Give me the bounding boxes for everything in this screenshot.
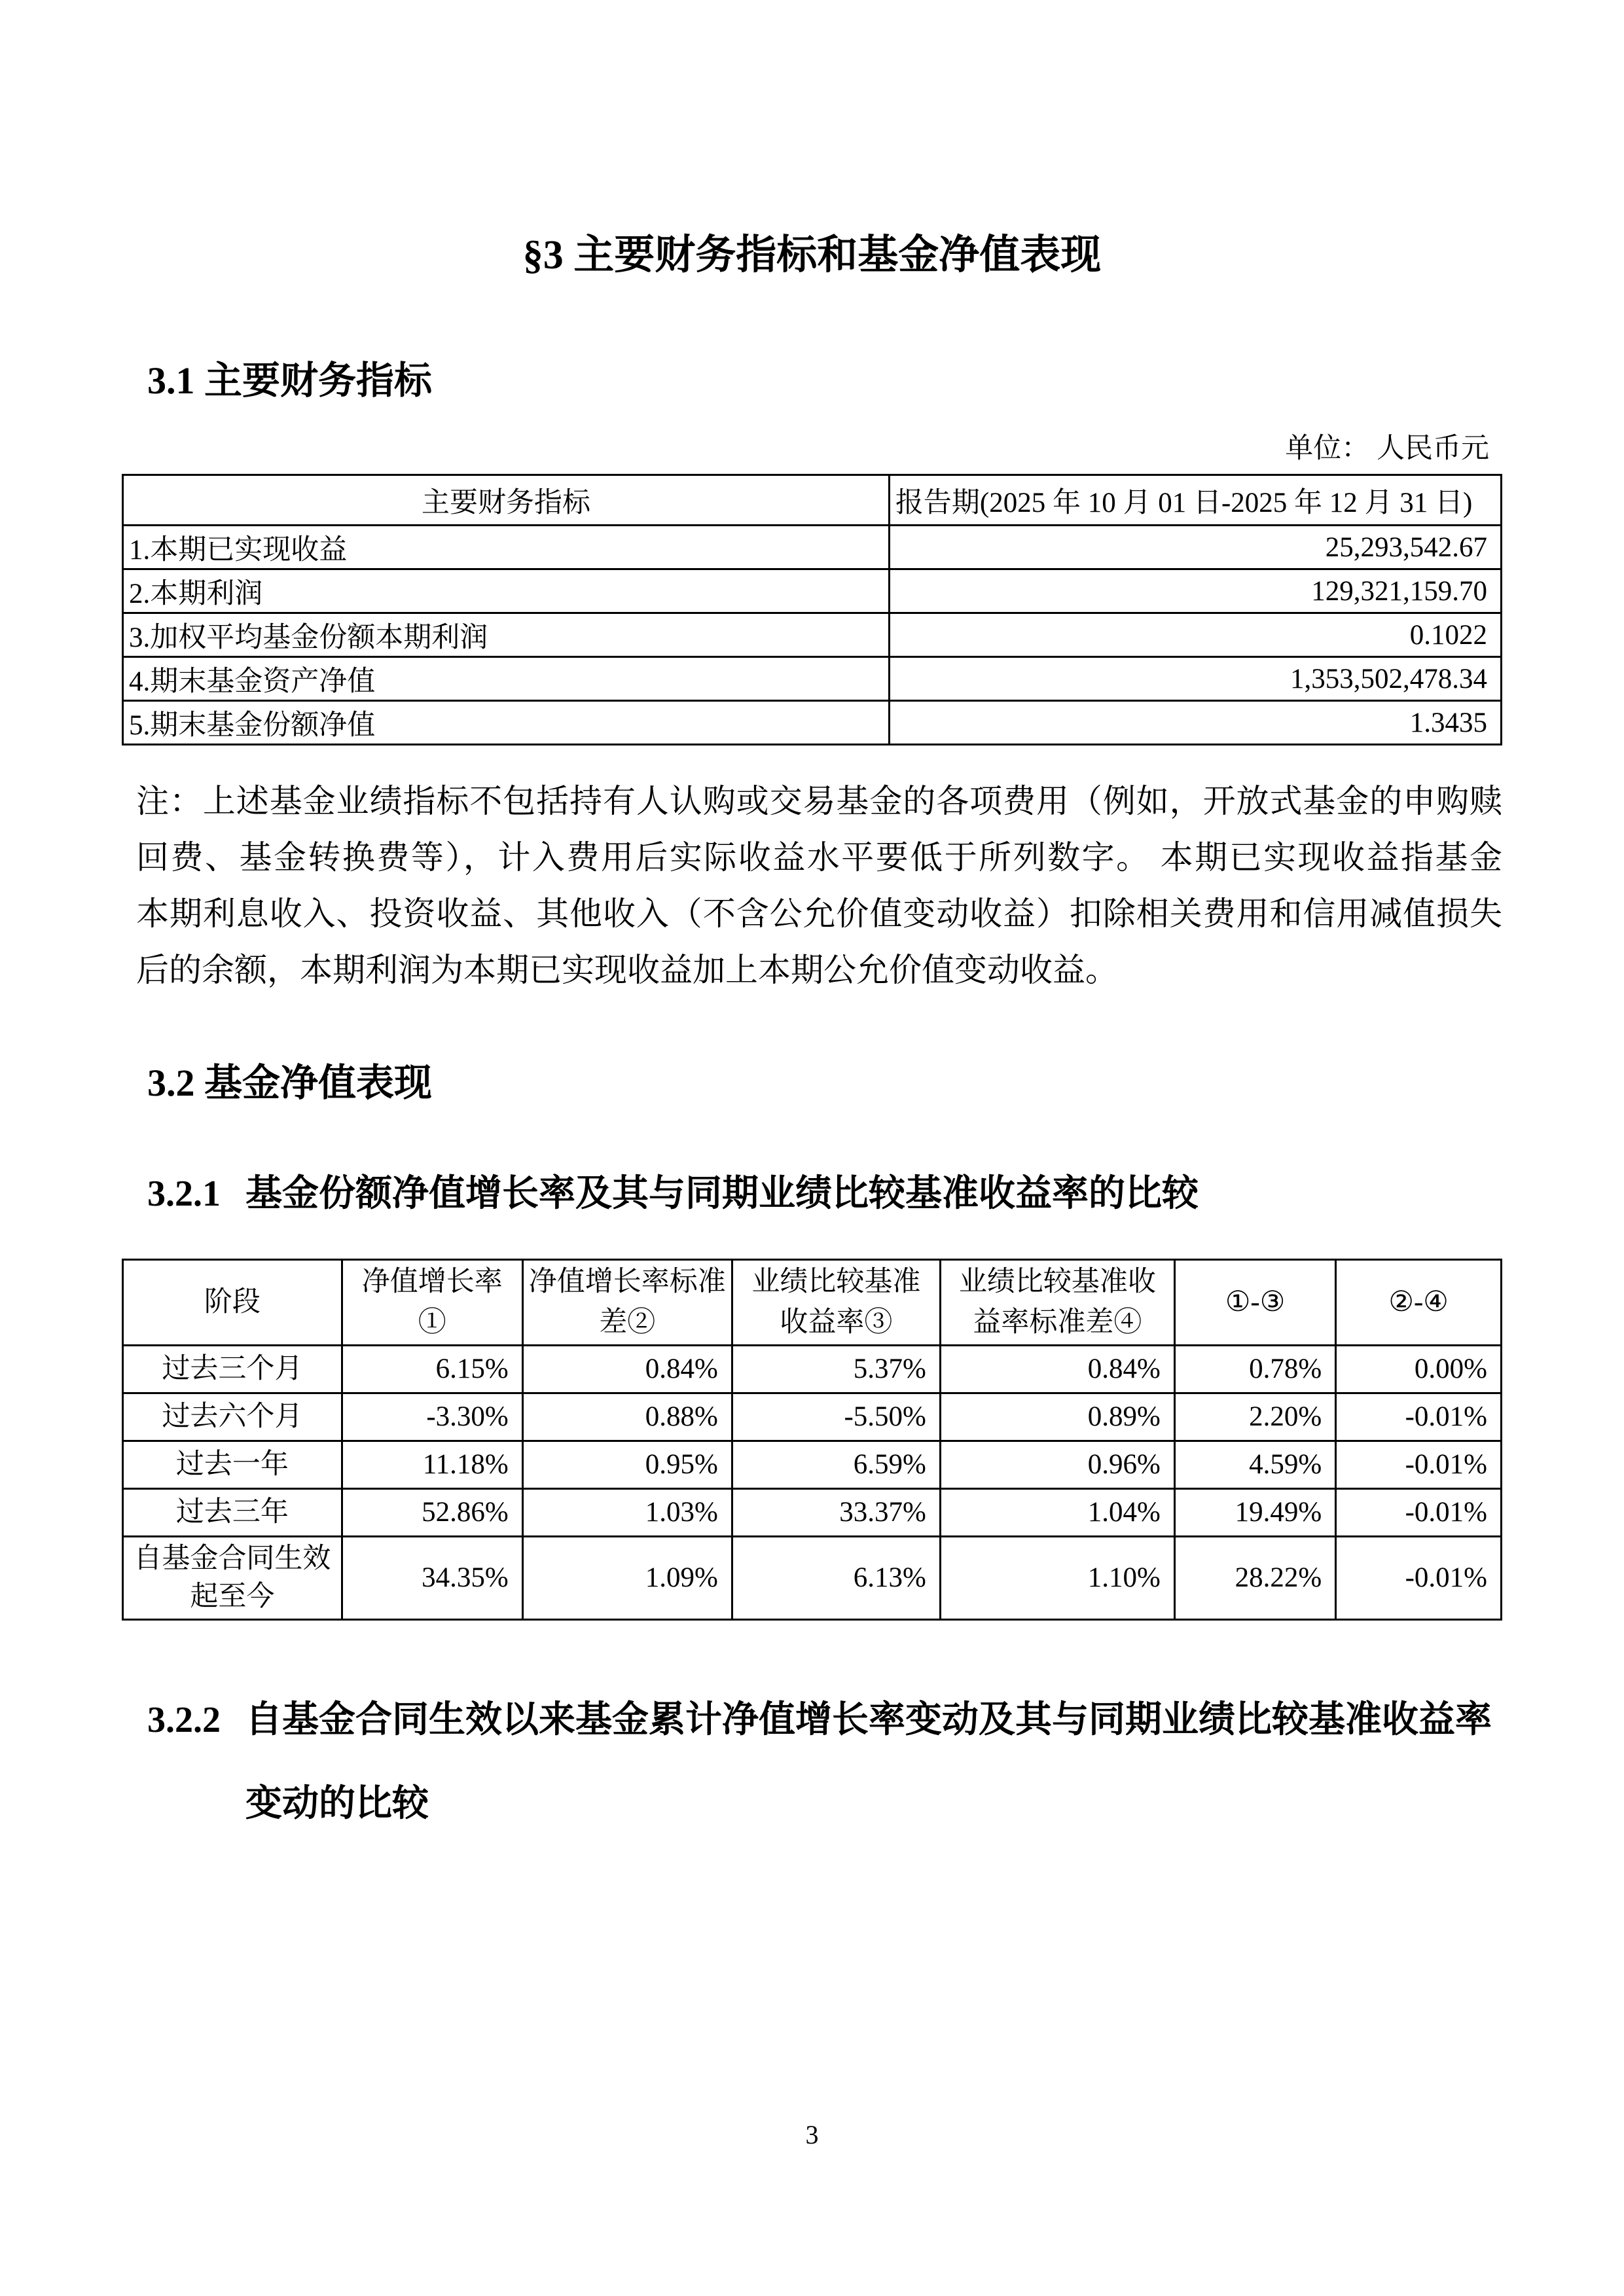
row-value: 1,353,502,478.34	[889, 657, 1501, 701]
page-number: 3	[805, 2120, 819, 2149]
stage-label: 自基金合同生效起至今	[123, 1537, 342, 1620]
stage-label: 过去六个月	[123, 1393, 342, 1441]
row-value: 0.1022	[889, 613, 1501, 657]
footnote-line: 后的余额，本期利润为本期已实现收益加上本期公允价值变动收益。	[136, 952, 1118, 988]
cell-value: 2.20%	[1174, 1393, 1335, 1441]
table-row	[123, 613, 1502, 657]
footnote-line: 本期利息收入、投资收益、其他收入（不含公允价值变动收益）扣除相关费用和信用减值损失	[136, 895, 1502, 932]
cell-value: 1.10%	[940, 1537, 1174, 1620]
heading-number: 3.2.1	[147, 1174, 221, 1214]
cell-value: 0.96%	[940, 1441, 1174, 1489]
cell-value: 34.35%	[342, 1537, 522, 1620]
heading-3-2-2	[147, 1678, 1502, 1846]
cell-value: 4.59%	[1174, 1441, 1335, 1489]
table-row	[123, 657, 1502, 701]
cell-value: -3.30%	[342, 1393, 522, 1441]
heading-number: 3.2.2	[147, 1700, 221, 1740]
cell-value: -0.01%	[1336, 1537, 1502, 1620]
heading-text: 基金份额净值增长率及其与同期业绩比较基准收益率的比较	[245, 1174, 1199, 1214]
stage-label: 过去一年	[123, 1441, 342, 1489]
cell-value: 0.95%	[522, 1441, 732, 1489]
page-title: §3 主要财务指标和基金净值表现	[522, 233, 1102, 278]
cell-value: 0.84%	[522, 1346, 732, 1393]
cell-value: 0.84%	[940, 1346, 1174, 1393]
row-value: 1.3435	[889, 701, 1501, 745]
header-cell-diff-1-3: ①-③	[1174, 1260, 1335, 1346]
header-cell-stage: 阶段	[123, 1260, 342, 1346]
table-row	[123, 1346, 1502, 1393]
header-cell-benchmark-return: 业绩比较基准收益率③	[732, 1260, 940, 1346]
cell-value: -0.01%	[1336, 1489, 1502, 1537]
cell-value: -0.01%	[1336, 1441, 1502, 1489]
row-label: 1.本期已实现收益	[123, 526, 890, 569]
table-header-row	[123, 1260, 1502, 1346]
header-cell-diff-2-4: ②-④	[1336, 1260, 1502, 1346]
cell-value: 0.89%	[940, 1393, 1174, 1441]
header-cell-benchmark-stddev: 业绩比较基准收益率标准差④	[940, 1260, 1174, 1346]
heading-3-1: 3.1 主要财务指标	[147, 359, 433, 402]
cell-value: 33.37%	[732, 1489, 940, 1537]
header-cell-nav-growth-stddev: 净值增长率标准差②	[522, 1260, 732, 1346]
cell-value: 19.49%	[1174, 1489, 1335, 1537]
stage-label: 过去三个月	[123, 1346, 342, 1393]
row-value: 25,293,542.67	[889, 526, 1501, 569]
nav-growth-comparison-table	[122, 1259, 1502, 1621]
cell-value: 0.88%	[522, 1393, 732, 1441]
row-label: 3.加权平均基金份额本期利润	[123, 613, 890, 657]
cell-value: 28.22%	[1174, 1537, 1335, 1620]
row-label: 2.本期利润	[123, 569, 890, 613]
unit-note: 单位： 人民币元	[1285, 433, 1489, 464]
heading-text: 自基金合同生效以来基金累计净值增长率变动及其与同期业绩比较基准收益率变动的比较	[245, 1700, 1492, 1824]
footnote-line: 注：上述基金业绩指标不包括持有人认购或交易基金的各项费用（例如，开放式基金的申购赎	[136, 783, 1502, 819]
cell-value: 1.09%	[522, 1537, 732, 1620]
table-row	[123, 1489, 1502, 1537]
stage-label: 过去三年	[123, 1489, 342, 1537]
cell-value: 1.04%	[940, 1489, 1174, 1537]
table-row	[123, 1441, 1502, 1489]
cell-value: 52.86%	[342, 1489, 522, 1537]
header-cell-indicator: 主要财务指标	[123, 475, 890, 526]
table-row	[123, 701, 1502, 745]
heading-3-2: 3.2 基金净值表现	[147, 1062, 433, 1104]
table-row	[123, 569, 1502, 613]
table-footnote	[136, 773, 1502, 998]
cell-value: -0.01%	[1336, 1393, 1502, 1441]
cell-value: 1.03%	[522, 1489, 732, 1537]
row-label: 4.期末基金资产净值	[123, 657, 890, 701]
cell-value: 5.37%	[732, 1346, 940, 1393]
table-row	[123, 1537, 1502, 1620]
row-label: 5.期末基金份额净值	[123, 701, 890, 745]
row-value: 129,321,159.70	[889, 569, 1501, 613]
header-cell-report-period: 报告期(2025 年 10 月 01 日-2025 年 12 月 31 日)	[889, 475, 1501, 526]
cell-value: 6.13%	[732, 1537, 940, 1620]
financial-indicators-table	[122, 474, 1502, 745]
cell-value: 0.78%	[1174, 1346, 1335, 1393]
table-header-row	[123, 475, 1502, 526]
cell-value: 6.59%	[732, 1441, 940, 1489]
heading-3-2-1	[147, 1170, 1502, 1218]
header-cell-nav-growth: 净值增长率①	[342, 1260, 522, 1346]
cell-value: 6.15%	[342, 1346, 522, 1393]
table-row	[123, 526, 1502, 569]
footnote-line: 回费、基金转换费等），计入费用后实际收益水平要低于所列数字。 本期已实现收益指基金	[136, 839, 1502, 876]
cell-value: 11.18%	[342, 1441, 522, 1489]
cell-value: 0.00%	[1336, 1346, 1502, 1393]
cell-value: -5.50%	[732, 1393, 940, 1441]
table-row	[123, 1393, 1502, 1441]
